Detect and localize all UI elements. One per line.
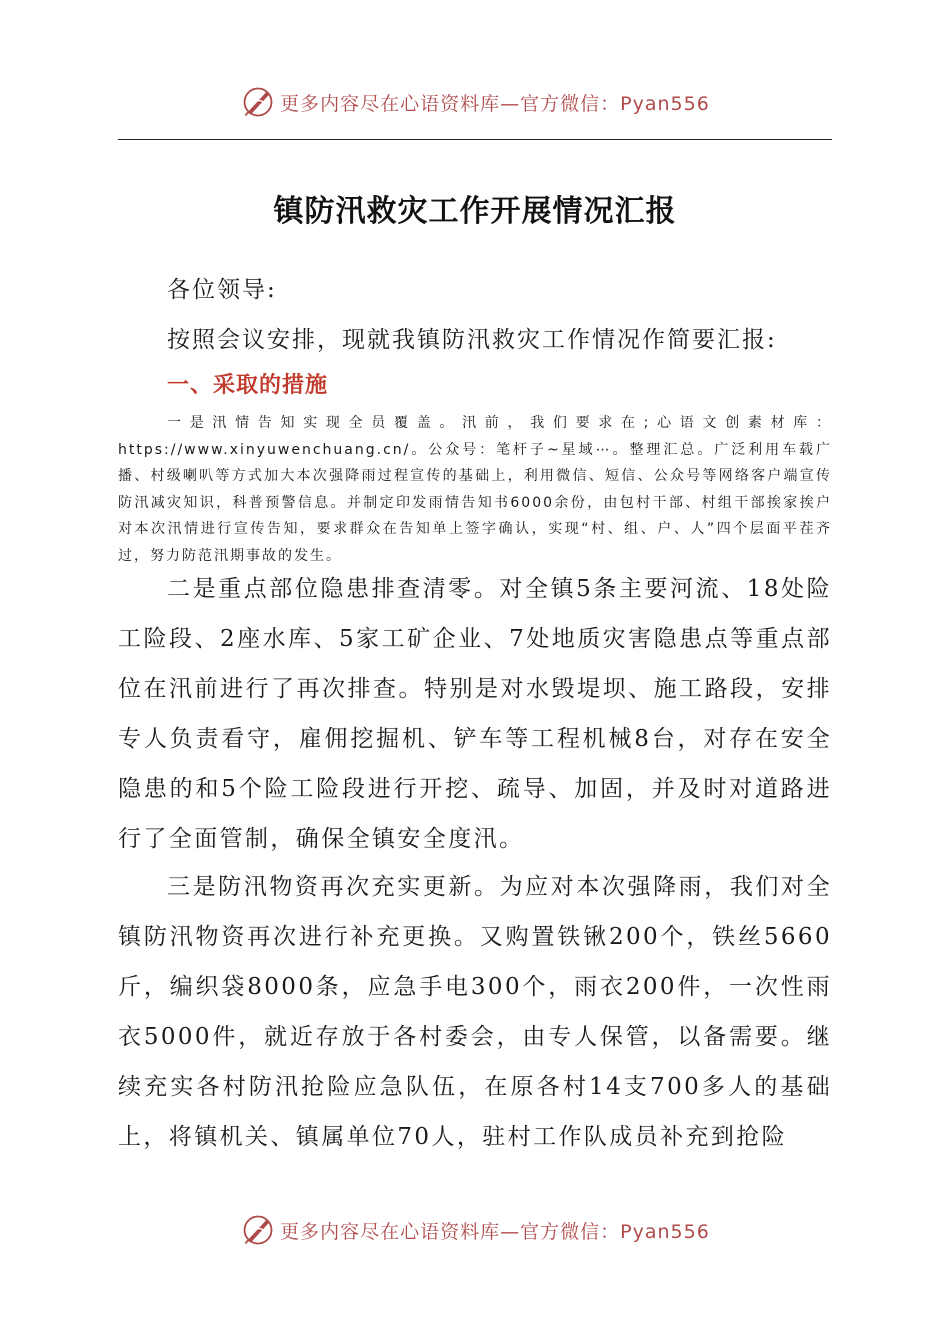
paragraph-supplies-text: 三是防汛物资再次充实更新。为应对本次强降雨，我们对全镇防汛物资再次进行补充更换。又购置铁锹200个，铁丝5660斤，编织袋8000条，应急手电300个，雨衣200件，一次性雨衣5000件，就近存放于各村委会，由专人保管，以备需要。继续充实各村防汛抢险应急队伍，在原各村14支700多人的基础上，将镇机关、镇属单位70人，驻村工作队成员补充到抢险 [118,874,832,1150]
intro-paragraph: 按照会议安排，现就我镇防汛救灾工作情况作简要汇报: [167,327,777,353]
header-divider [118,139,832,140]
banner-text: 更多内容尽在心语资料库—官方微信：Pyan556 [280,92,710,115]
quill-pen-icon [240,1212,276,1248]
paragraph-supplies [118,862,832,1162]
page-title: 镇防汛救灾工作开展情况汇报 [273,194,677,229]
header-banner [0,80,950,124]
section-heading-measures: 一、采取的措施 [167,373,329,398]
greeting: 各位领导: [167,277,277,303]
paragraph-flood-notice [118,410,832,569]
footer-banner [0,1208,950,1252]
paragraph-hazard-check-text: 二是重点部位隐患排查清零。对全镇5条主要河流、18处险工险段、2座水库、5家工矿企业、7处地质灾害隐患点等重点部位在汛前进行了再次排查。特别是对水毁堤坝、施工路段，安排专人负责看守，雇佣挖掘机、铲车等工程机械8台，对存在安全隐患的和5个险工险段进行开挖、疏导、加固，并及时对道路进行了全面管制，确保全镇安全度汛。 [118,576,832,852]
paragraph-hazard-check [118,564,832,864]
banner-text: 更多内容尽在心语资料库—官方微信：Pyan556 [280,1220,710,1243]
paragraph-flood-notice-text: 一是汛情告知实现全员覆盖。汛前，我们要求在;心语文创素材库：https://www.xinyuwenchuang.cn/。公众号：笔杆子~星域⋯。整理汇总。广泛利用车载广播、村级喇叭等方式加大本次强降雨过程宣传的基础上，利用微信、短信、公众号等网络客户端宣传防汛减灾知识，科普预警信息。并制定印发雨情告知书6000余份，由包村干部、村组干部挨家挨户对本次汛情进行宣传告知，要求群众在告知单上签字确认，实现“村、组、户、人”四个层面平茬齐过，努力防范汛期事故的发生。 [118,415,832,564]
quill-pen-icon [240,84,276,120]
